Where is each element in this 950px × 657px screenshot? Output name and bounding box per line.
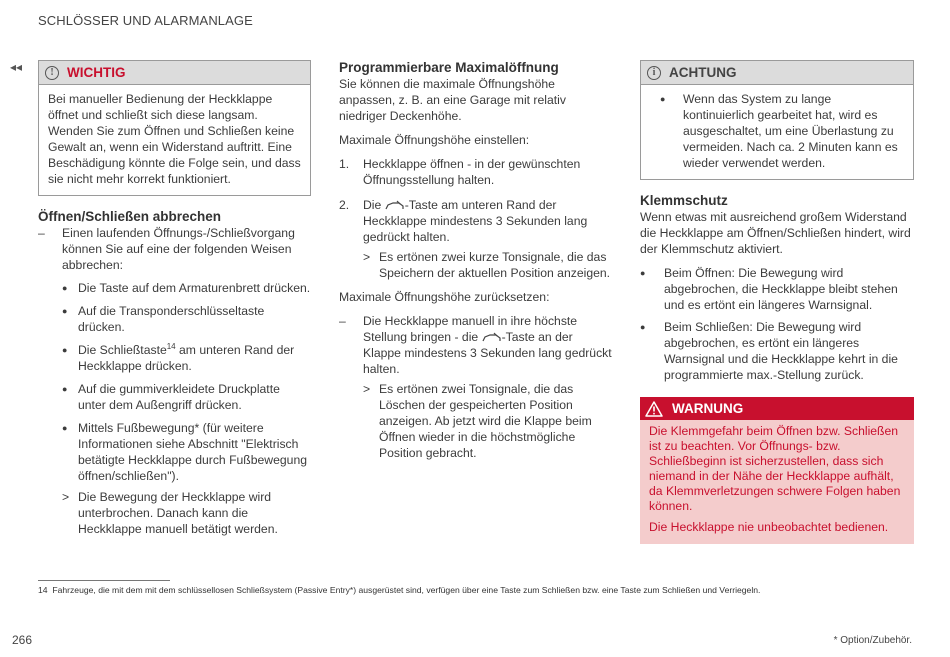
reset-label: Maximale Öffnungshöhe zurücksetzen: (339, 290, 550, 304)
section-heading-clamp: Klemmschutz (640, 193, 728, 208)
result-item: > Es ertönen zwei Tonsignale, die das Löschen der gespeicherten Position anzeigen. Ab jetzt wird die Klappe beim Öffnen wieder in die höchstmögliche Position gebracht. (363, 382, 592, 460)
bullet-icon: ● (62, 423, 68, 433)
list-item: ● Die Schließtaste$^{14}$ am unteren Rand der Heckklappe drücken. (62, 341, 295, 373)
bullet-icon: ● (660, 94, 666, 104)
attention-box (640, 60, 914, 180)
list-item: 1. Heckklappe öffnen - in der gewünschten Öffnungsstellung halten. (339, 157, 581, 187)
page-number: 266 (12, 633, 33, 647)
list-item: 2. Die -Taste am unteren Rand der Heckklappe mindestens 3 Sekunden lang gedrückt halten. (339, 198, 588, 244)
result-item: > Die Bewegung der Heckklappe wird unterbrochen. Danach kann die Heckklappe manuell betätigt werden. (62, 490, 278, 536)
intro-text: Sie können die maximale Öffnungshöhe anpassen, z. B. an eine Garage mit relativ niedriger Deckenhöhe. (339, 77, 566, 123)
tailgate-icon (385, 200, 405, 211)
list-item: – Die Heckklappe manuell in ihre höchste Stellung bringen - die -Taste an der Klappe mindestens 3 Sekunden lang gedrückt halten. (339, 314, 612, 376)
list-item: ● Die Taste auf dem Armaturenbrett drücken. (62, 281, 311, 295)
warning-triangle-icon (645, 401, 663, 417)
footnote-divider (38, 580, 170, 581)
list-item: ● Beim Schließen: Die Bewegung wird abgebrochen, es ertönt ein längeres Warnsignal und die Heckklappe kehrt in die programmierte max.-Stellung zurück. (640, 320, 898, 382)
bullet-icon: ● (62, 345, 68, 355)
warning-title: WARNUNG (672, 400, 744, 416)
footnote-ref: 14 (166, 341, 176, 351)
attention-header (641, 61, 913, 85)
set-label: Maximale Öffnungshöhe einstellen: (339, 133, 530, 147)
warning-header (640, 397, 914, 420)
list-item: ● Wenn das System zu lange kontinuierlich gearbeitet hat, wird es ausgeschaltet, um eine Überlastung zu vermeiden. Nach ca. 2 Minuten kann es wieder verwendet werden. (660, 92, 898, 170)
footnote: 14 Fahrzeuge, die mit dem mit dem schlüssellosen Schließsystem (Passive Entry*) ausgerüstet sind, verfügen über eine Taste zum Schließen bzw. eine Taste zum Schließen und Verriegeln. (38, 585, 761, 595)
warning-text: Die Klemmgefahr beim Öffnen bzw. Schließen ist zu beachten. Vor Öffnungs- bzw. Schließbeginn ist sicherzustellen, dass sich niemand in der Nähe der Heckklappe aufhält, da Klemmverletzungen schwere Folgen haben können. (649, 424, 901, 513)
bullet-icon: ● (62, 306, 68, 316)
page-header-title: SCHLÖSSER UND ALARMANLAGE (38, 13, 253, 28)
important-header (39, 61, 310, 85)
important-title: WICHTIG (67, 64, 126, 80)
exclamation-icon: ! (45, 66, 59, 80)
list-item: ● Auf die Transponderschlüsseltaste drücken. (62, 304, 265, 334)
column-2 (339, 60, 614, 461)
intro-text: Wenn etwas mit ausreichend großem Widerstand die Heckklappe am Öffnen/Schließen hindert, wird der Klemmschutz aktiviert. (640, 210, 911, 256)
option-note: * Option/Zubehör. (833, 635, 912, 646)
attention-title: ACHTUNG (669, 64, 737, 80)
result-item: > Es ertönen zwei kurze Tonsignale, die das Speichern der aktuellen Position anzeigen. (363, 250, 611, 280)
bullet-icon: ● (62, 283, 68, 293)
section-heading-abort: Öffnen/Schließen abbrechen (38, 209, 222, 224)
bullet-icon: ● (640, 322, 646, 332)
info-icon: i (647, 66, 661, 80)
section-heading-max-opening: Programmierbare Maximalöffnung (339, 60, 559, 75)
list-item: ● Beim Öffnen: Die Bewegung wird abgebrochen, die Heckklappe bleibt stehen und es ertönt ein längeres Warnsignal. (640, 266, 898, 312)
list-item: ● Auf die gummiverkleidete Druckplatte unter dem Außengriff drücken. (62, 382, 280, 412)
tailgate-icon (482, 332, 502, 343)
list-item: ● Mittels Fußbewegung* (für weitere Informationen siehe Abschnitt "Elektrisch betätigte Heckklappe durch Fußbewegung öffnen/schließen"). (62, 421, 307, 483)
important-text: Bei manueller Bedienung der Heckklappe öffnet und schließt sich diese langsam. Wenden Sie zum Öffnen und Schließen keine Gewalt an, wenn ein Widerstand auftritt. Eine Beschädigung könnte die Folge sein, und dass sie nicht mehr korrekt funktioniert. (48, 92, 301, 186)
warning-box (640, 397, 914, 544)
bullet-icon: ● (62, 384, 68, 394)
important-box (38, 60, 311, 196)
column-1 (38, 60, 311, 537)
warning-text: Die Heckklappe nie unbeobachtet bedienen. (649, 520, 889, 534)
back-arrow-icon[interactable]: ◂◂ (10, 60, 23, 74)
bullet-icon: ● (640, 268, 646, 278)
column-3 (640, 60, 914, 544)
list-item: – Einen laufenden Öffnungs-/Schließvorgang können Sie auf eine der folgenden Weisen abbrechen: (38, 226, 295, 272)
